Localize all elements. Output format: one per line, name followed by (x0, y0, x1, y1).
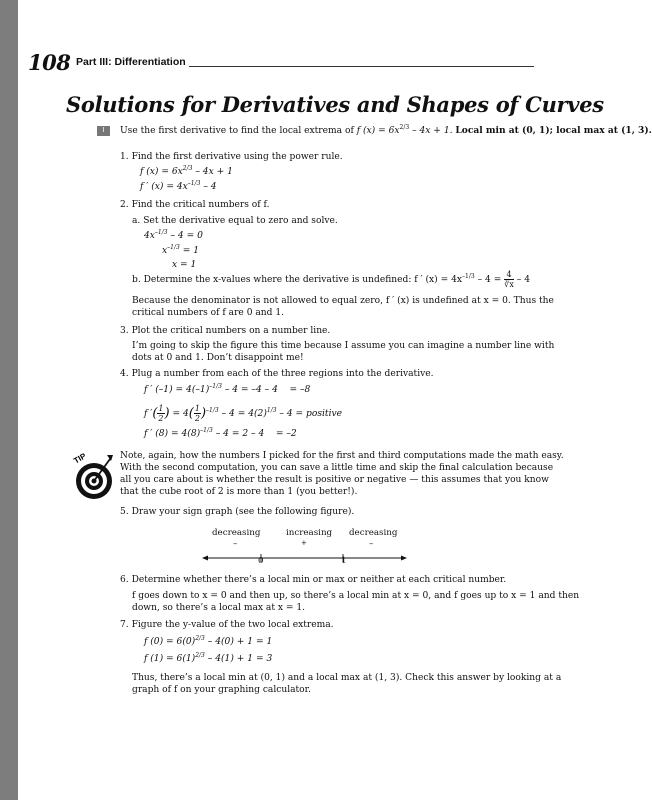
section-title: Solutions for Derivatives and Shapes of Curves (66, 92, 604, 117)
question-text: Use the first derivative to find the local extrema of f $(x) = 6x^{2/3} - 4x + 1$. Local min at (0, 1); local max at (1, 3). (120, 124, 652, 136)
conclusion-line-2: graph of f on your graphing calculator. (132, 685, 311, 695)
critical-point-1: 1 (341, 556, 347, 566)
tip-label: TIP (72, 451, 88, 466)
step-2-note-1: Because the denominator is not allowed to equal zero, f ′ (x) is undefined at x = 0. Thus the (132, 296, 554, 306)
header-rule (189, 66, 534, 67)
region-label-1: decreasing (212, 528, 261, 538)
step-2a-eq-1: $4x^{-1/3} - 4 = 0$ (144, 229, 203, 241)
step-3-note-1: I’m going to skip the figure this time because I assume you can imagine a number line with (132, 341, 555, 351)
step-1-eq-2: f ′ $(x) = 4x^{-1/3} - 4$ (140, 180, 217, 192)
step-2a: a. Set the derivative equal to zero and solve. (132, 216, 338, 226)
step-6-note-2: down, so there’s a local max at x = 1. (132, 603, 306, 613)
tip-line-4: that the cube root of 2 is more than 1 (you better!). (120, 487, 358, 497)
sign-1: – (233, 539, 238, 549)
critical-point-0: 0 (258, 556, 264, 566)
step-7-eq-1: f $(0) = 6(0)^{2/3} - 4(0) + 1 = 1$ (144, 635, 273, 647)
step-4: 4. Plug a number from each of the three regions into the derivative. (120, 369, 434, 379)
step-1: 1. Find the first derivative using the power rule. (120, 152, 343, 162)
step-7-eq-2: f $(1) = 6(1)^{2/3} - 4(1) + 1 = 3$ (144, 652, 273, 664)
step-4-eq-3: f ′ $(8) = 4(8)^{-1/3} - 4 = 2 - 4$ = –2 (144, 427, 297, 439)
step-6: 6. Determine whether there’s a local min or max or neither at each critical number. (120, 575, 507, 585)
step-2-note-2: critical numbers of f are 0 and 1. (132, 308, 285, 318)
step-1-eq-1: f $(x) = 6x^{2/3} - 4x + 1$ (140, 165, 233, 177)
step-3: 3. Plot the critical numbers on a number line. (120, 326, 331, 336)
step-5: 5. Draw your sign graph (see the following figure). (120, 507, 355, 517)
step-4-eq-2: f ′( $\frac{1}{2}$ ) = 4( $\frac{1}{2}$ )$^{-1/3} - 4 = 4(2)^{1/3} - 4$ = positive (144, 404, 342, 423)
tip-line-2: With the second computation, you can save a little time and skip the final calculation because (120, 463, 554, 473)
sign-3: – (369, 539, 374, 549)
step-2: 2. Find the critical numbers of f. (120, 200, 270, 210)
conclusion-line-1: Thus, there’s a local min at (0, 1) and a local max at (1, 3). Check this answer by looking at a (132, 673, 562, 683)
step-2a-eq-2: $x^{-1/3} = 1$ (162, 244, 199, 256)
step-7: 7. Figure the y-value of the two local extrema. (120, 620, 334, 630)
sign-graph-number-line (202, 553, 407, 563)
page-number: 108 (28, 50, 71, 75)
page-spine (0, 0, 18, 800)
step-2b: b. Determine the x-values where the derivative is undefined: f ′ $(x) = 4x^{-1/3} - 4$ = $\frac{4}{∛x}$ – 4 (132, 270, 530, 289)
sign-2: + (301, 539, 307, 547)
region-label-3: decreasing (349, 528, 398, 538)
step-6-note-1: f goes down to x = 0 and then up, so there’s a local min at x = 0, and f goes up to x = 1 and then (132, 591, 580, 601)
tip-line-3: all you care about is whether the result is positive or negative — this assumes that you know (120, 475, 549, 485)
tip-target-icon (72, 449, 114, 501)
step-2a-eq-3: x = 1 (172, 260, 197, 270)
step-3-note-2: dots at 0 and 1. Don’t disappoint me! (132, 353, 304, 363)
step-4-eq-1: f ′ $(-1) = 4(-1)^{-1/3} - 4 = -4 - 4$ = –8 (144, 383, 311, 395)
question-number-badge: I (97, 126, 110, 136)
region-label-2: increasing (286, 528, 333, 538)
part-title: Part III: Differentiation (76, 56, 186, 68)
tip-line-1: Note, again, how the numbers I picked for the first and third computations made the math easy. (120, 451, 564, 461)
